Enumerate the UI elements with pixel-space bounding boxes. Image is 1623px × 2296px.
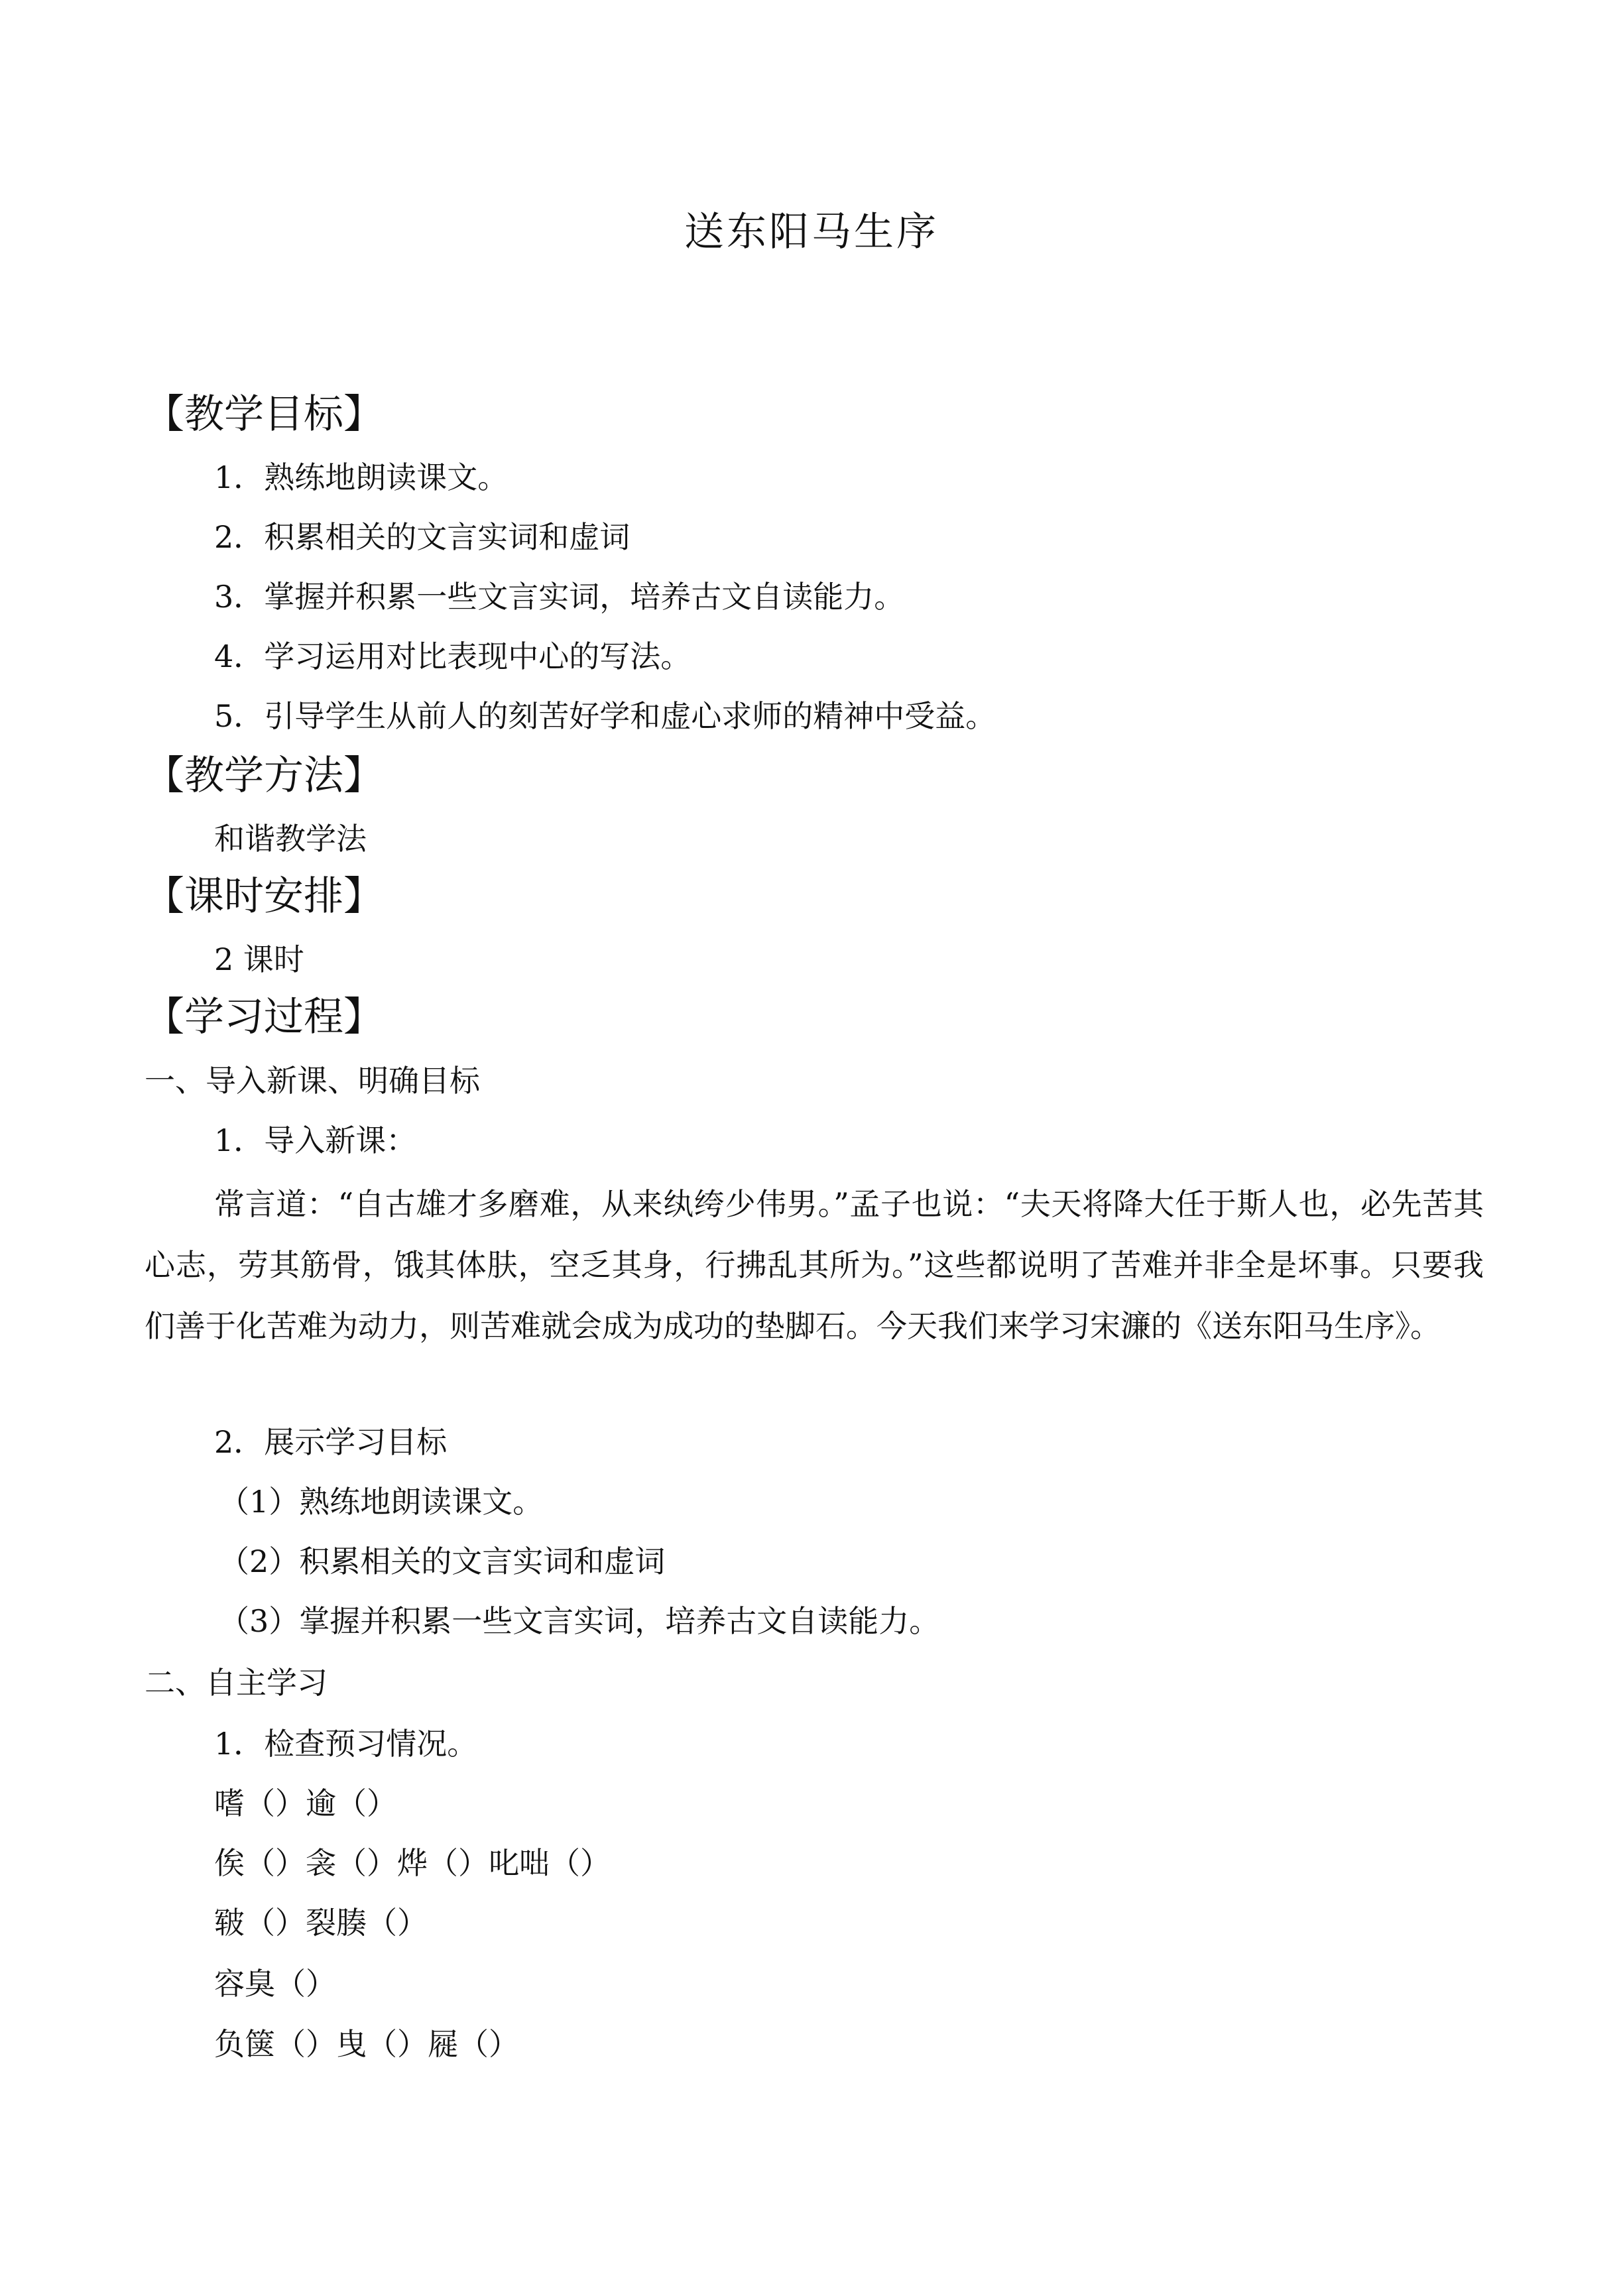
goal-item: 1．熟练地朗读课文。 bbox=[214, 459, 509, 495]
target-item: （3）掌握并积累一些文言实词，培养古文自读能力。 bbox=[219, 1603, 940, 1639]
heading-schedule: 【课时安排】 bbox=[145, 873, 383, 920]
intro-paragraph: 常言道：“自古雄才多磨难，从来纨绔少伟男。”孟子也说：“夫天将降大任于斯人也，必先苦其心志，劳其筋骨，饿其体肤，空乏其身，行拂乱其所为。”这些都说明了苦难并非全是坏事。只要我们善于化苦难为动力，则苦难就会成为成功的垫脚石。今天我们来学习宋濂的《送东阳马生序》。 bbox=[145, 1186, 1484, 1344]
goal-item: 2．积累相关的文言实词和虚词 bbox=[214, 519, 631, 555]
heading-teaching-method: 【教学方法】 bbox=[145, 753, 383, 799]
pronunciation-item: 俟（）衾（）烨（）叱咄（） bbox=[214, 1845, 611, 1881]
part1-title: 一、导入新课、明确目标 bbox=[145, 1063, 480, 1099]
part1-step1: 1．导入新课： bbox=[214, 1122, 417, 1158]
pronunciation-item: 皲（）裂腠（） bbox=[214, 1905, 428, 1941]
heading-teaching-goals: 【教学目标】 bbox=[145, 391, 383, 438]
goal-item: 4．学习运用对比表现中心的写法。 bbox=[214, 638, 691, 674]
part2-title: 二、自主学习 bbox=[145, 1665, 328, 1701]
pronunciation-item: 负箧（）曳（）屣（） bbox=[214, 2026, 519, 2062]
heading-learning-process: 【学习过程】 bbox=[145, 994, 383, 1040]
page-title: 送东阳马生序 bbox=[684, 209, 939, 255]
target-item: （1）熟练地朗读课文。 bbox=[219, 1484, 544, 1520]
part1-step2: 2．展示学习目标 bbox=[214, 1424, 448, 1460]
schedule-text: 2 课时 bbox=[214, 941, 304, 977]
pronunciation-item: 容臭（） bbox=[214, 1966, 336, 2002]
pronunciation-item: 嗜（）逾（） bbox=[214, 1785, 397, 1821]
goal-item: 5．引导学生从前人的刻苦好学和虚心求师的精神中受益。 bbox=[214, 698, 996, 734]
goal-item: 3．掌握并积累一些文言实词，培养古文自读能力。 bbox=[214, 579, 905, 615]
method-text: 和谐教学法 bbox=[214, 821, 367, 857]
target-item: （2）积累相关的文言实词和虚词 bbox=[219, 1543, 666, 1579]
part2-step1: 1．检查预习情况。 bbox=[214, 1726, 478, 1762]
